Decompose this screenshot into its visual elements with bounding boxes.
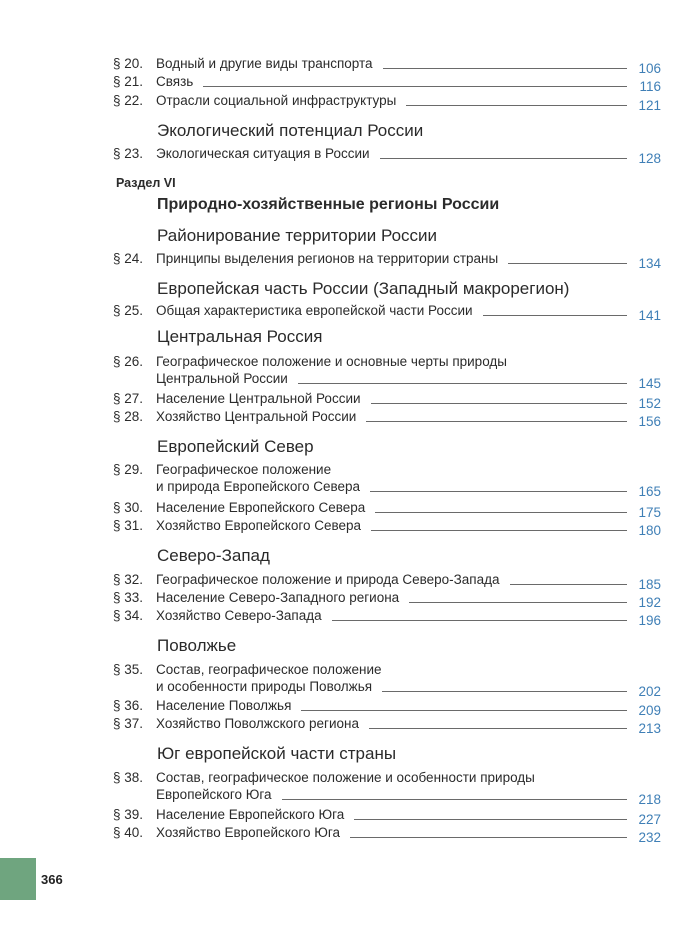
entry-title-line-1: Географическое положение и основные черты природы (156, 354, 507, 369)
entry-number: § 21. (113, 74, 144, 89)
entry-page: 106 (638, 61, 661, 76)
entry-page: 192 (638, 595, 661, 610)
entry-page: 121 (638, 98, 661, 113)
toc-entry-30 (113, 499, 661, 520)
entry-title: Население Северо-Западного региона (156, 590, 400, 605)
entry-number: § 39. (113, 807, 144, 822)
entry-page: 175 (638, 505, 661, 520)
entry-title-line-2: Европейского Юга (156, 787, 272, 802)
entry-title: Хозяйство Европейского Юга (156, 825, 340, 840)
entry-page: 116 (639, 79, 661, 94)
entry-title: Хозяйство Европейского Севера (156, 518, 362, 533)
dot-leader (382, 691, 627, 692)
entry-page: 232 (638, 830, 661, 845)
toc-entry-34 (113, 607, 661, 628)
dot-leader (298, 383, 627, 384)
dot-leader (366, 421, 627, 422)
dot-leader (375, 512, 627, 513)
entry-title-line-2: Центральной России (156, 371, 288, 386)
section-label: Раздел VI (116, 176, 176, 190)
toc-entry-37 (113, 715, 661, 736)
toc-entry-40 (113, 824, 661, 845)
dot-leader (508, 263, 627, 264)
entry-title: Принципы выделения регионов на территории страны (156, 251, 499, 266)
entry-number: § 29. (113, 462, 144, 477)
entry-page: 145 (638, 376, 661, 391)
dot-leader (483, 315, 627, 316)
entry-page: 141 (638, 308, 661, 323)
toc-entry-25 (113, 302, 661, 323)
entry-number: § 31. (113, 518, 144, 533)
toc-entry-21 (113, 73, 661, 94)
toc-entry-39 (113, 806, 661, 827)
entry-title: Отрасли социальной инфраструктуры (156, 93, 397, 108)
dot-leader (371, 530, 627, 531)
entry-title: Население Европейского Юга (156, 807, 345, 822)
entry-number: § 38. (113, 770, 144, 785)
dot-leader (380, 158, 627, 159)
entry-page: 152 (638, 396, 661, 411)
entry-page: 209 (638, 703, 661, 718)
dot-leader (350, 837, 627, 838)
toc-entry-22 (113, 92, 661, 113)
dot-leader (406, 105, 627, 106)
entry-page: 185 (638, 577, 661, 592)
subheading: Районирование территории России (157, 226, 438, 245)
subheading: Экологический потенциал России (157, 121, 424, 140)
entry-number: § 34. (113, 608, 144, 623)
entry-title: Население Поволжья (156, 698, 292, 713)
entry-title: Население Европейского Севера (156, 500, 366, 515)
entry-title: Общая характеристика европейской части России (156, 303, 473, 318)
dot-leader (282, 799, 627, 800)
entry-title: Экологическая ситуация в России (156, 146, 370, 161)
toc-entry-32 (113, 571, 661, 592)
entry-title: Хозяйство Центральной России (156, 409, 357, 424)
toc-entry-27 (113, 390, 661, 411)
entry-number: § 27. (113, 391, 144, 406)
toc-entry-20 (113, 55, 661, 76)
subheading: Северо-Запад (157, 546, 270, 565)
entry-page: 180 (638, 523, 661, 538)
toc-entry-26 (113, 353, 661, 391)
dot-leader (203, 86, 627, 87)
dot-leader (369, 728, 627, 729)
toc-entry-24 (113, 250, 661, 271)
entry-number: § 37. (113, 716, 144, 731)
entry-number: § 35. (113, 662, 144, 677)
entry-number: § 23. (113, 146, 144, 161)
entry-number: § 22. (113, 93, 144, 108)
entry-number: § 30. (113, 500, 144, 515)
entry-title: Население Центральной России (156, 391, 361, 406)
toc-entry-28 (113, 408, 661, 429)
section-title: Природно-хозяйственные регионы России (157, 196, 500, 213)
toc-entry-35 (113, 661, 661, 699)
entry-number: § 26. (113, 354, 144, 369)
entry-page: 156 (638, 414, 661, 429)
toc-entry-33 (113, 589, 661, 610)
subheading: Европейская часть России (Западный макрорегион) (157, 279, 570, 298)
entry-number: § 36. (113, 698, 144, 713)
dot-leader (371, 403, 627, 404)
entry-page: 196 (638, 613, 661, 628)
entry-page: 128 (638, 151, 661, 166)
entry-title: Водный и другие виды транспорта (156, 56, 373, 71)
page-number: 366 (41, 872, 63, 887)
entry-number: § 40. (113, 825, 144, 840)
entry-title: Хозяйство Поволжского региона (156, 716, 359, 731)
entry-page: 213 (638, 721, 661, 736)
entry-title-line-1: Географическое положение (156, 462, 332, 477)
dot-leader (409, 602, 627, 603)
entry-page: 227 (638, 812, 661, 827)
entry-title: Географическое положение и природа Северо-Запада (156, 572, 500, 587)
dot-leader (510, 584, 628, 585)
toc-entry-38 (113, 769, 661, 807)
entry-number: § 32. (113, 572, 144, 587)
entry-number: § 25. (113, 303, 144, 318)
entry-number: § 33. (113, 590, 144, 605)
entry-title: Связь (156, 74, 194, 89)
subheading: Центральная Россия (157, 327, 323, 346)
dot-leader (301, 710, 627, 711)
toc-entry-36 (113, 697, 661, 718)
subheading: Европейский Север (157, 437, 314, 456)
entry-number: § 20. (113, 56, 144, 71)
toc-entry-31 (113, 517, 661, 538)
entry-title: Хозяйство Северо-Запада (156, 608, 322, 623)
entry-page: 165 (638, 484, 661, 499)
entry-page: 134 (638, 256, 661, 271)
entry-number: § 28. (113, 409, 144, 424)
dot-leader (354, 819, 627, 820)
entry-title-line-1: Состав, географическое положение и особенности природы (156, 770, 535, 785)
dot-leader (370, 491, 627, 492)
entry-number: § 24. (113, 251, 144, 266)
entry-page: 202 (638, 684, 661, 699)
subheading: Поволжье (157, 636, 237, 655)
subheading: Юг европейской части страны (157, 744, 397, 763)
toc-entry-23 (113, 145, 661, 166)
dot-leader (332, 620, 627, 621)
dot-leader (383, 68, 627, 69)
page-edge-tab (0, 858, 36, 900)
entry-page: 218 (638, 792, 661, 807)
entry-title-line-2: и особенности природы Поволжья (156, 679, 373, 694)
toc-entry-29 (113, 461, 661, 499)
entry-title-line-1: Состав, географическое положение (156, 662, 382, 677)
entry-title-line-2: и природа Европейского Севера (156, 479, 361, 494)
